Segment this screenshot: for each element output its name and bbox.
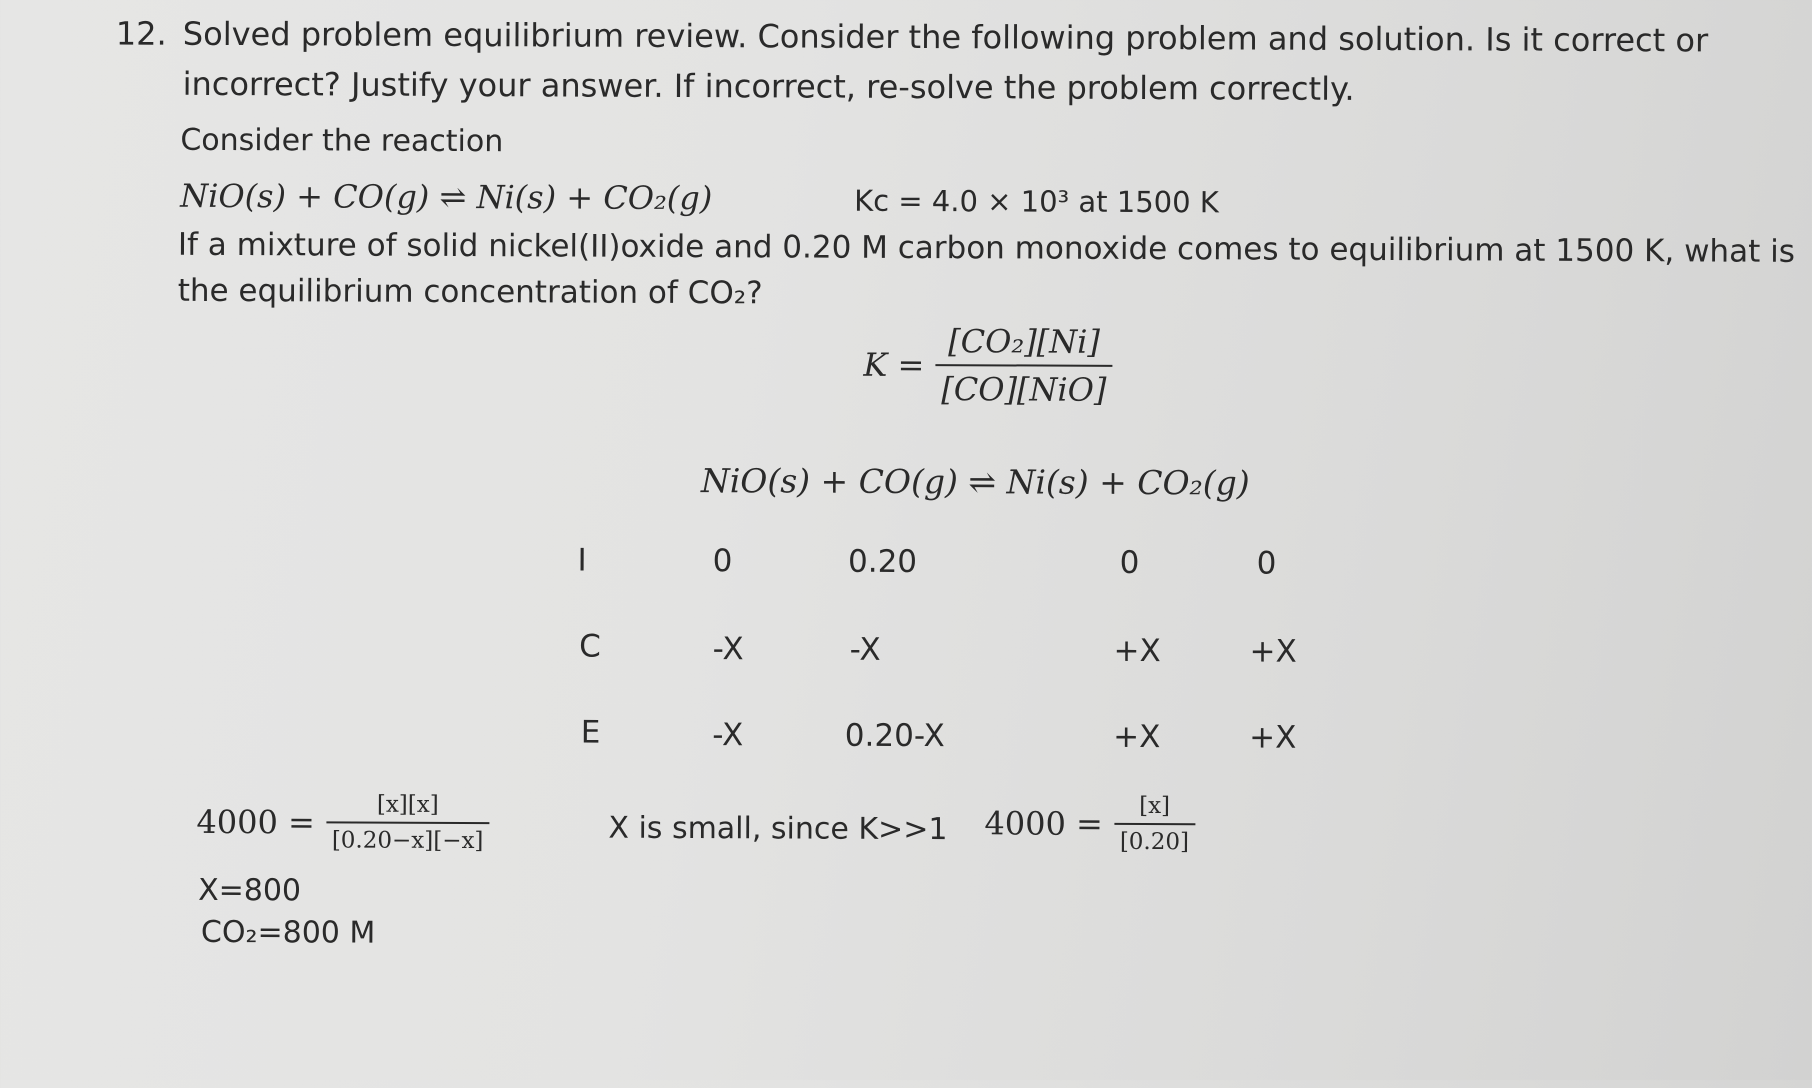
consider-label: Consider the reaction xyxy=(180,122,504,160)
ice-cell: -X xyxy=(849,631,881,668)
right-work-equation xyxy=(984,792,1195,855)
ice-cell: +X xyxy=(1249,719,1297,756)
reaction-equation: NiO(s) + CO(g) ⇌ Ni(s) + CO₂(g) xyxy=(180,176,713,218)
ice-cell: 0 xyxy=(1119,544,1140,581)
problem-heading-line1: Solved problem equilibrium review. Consider the following problem and solution. Is it correct or xyxy=(182,14,1709,60)
left-work-lhs: 4000 = xyxy=(196,802,315,842)
expression-numerator: [CO₂][Ni] xyxy=(948,322,1101,361)
question-line1: If a mixture of solid nickel(II)oxide and 0.20 M carbon monoxide comes to equilibrium at 1500 K, what is xyxy=(177,226,1795,270)
ice-cell: 0 xyxy=(1256,545,1277,582)
right-work-numerator: [x] xyxy=(1139,792,1171,820)
problem-heading-line2: incorrect? Justify your answer. If incorrect, re-solve the problem correctly. xyxy=(182,64,1355,108)
left-work-denominator: [0.20−x][−x] xyxy=(326,821,490,854)
ice-cell: -X xyxy=(712,631,744,668)
ice-cell: +X xyxy=(1249,633,1297,670)
expression-fraction xyxy=(935,322,1112,409)
kc-value: Kc = 4.0 × 10³ at 1500 K xyxy=(854,183,1219,220)
problem-number: 12. xyxy=(115,14,167,53)
right-work-denominator: [0.20] xyxy=(1114,823,1195,855)
equilibrium-expression xyxy=(863,322,1112,409)
left-work-co2-value: CO₂=800 M xyxy=(200,914,376,951)
left-work-numerator: [x][x] xyxy=(376,791,439,818)
right-work-lhs: 4000 = xyxy=(984,804,1103,843)
ice-cell: -X xyxy=(712,717,744,754)
question-line2: the equilibrium concentration of CO₂? xyxy=(177,272,763,312)
ice-row-label-change: C xyxy=(579,628,601,665)
ice-cell: 0.20-X xyxy=(844,717,945,755)
ice-cell: 0 xyxy=(712,543,733,580)
expression-lhs: K = xyxy=(863,345,925,385)
ice-reaction: NiO(s) + CO(g) ⇌ Ni(s) + CO₂(g) xyxy=(700,461,1250,503)
ice-cell: +X xyxy=(1113,718,1161,756)
expression-denominator: [CO][NiO] xyxy=(935,364,1112,409)
small-x-note: X is small, since K>>1 xyxy=(608,810,948,848)
left-work-equation xyxy=(196,791,489,854)
ice-row-label-equilibrium: E xyxy=(580,714,601,751)
ice-row-label-initial: I xyxy=(577,542,587,579)
ice-cell: 0.20 xyxy=(847,543,918,581)
left-work-fraction xyxy=(326,791,490,854)
right-work-fraction xyxy=(1114,793,1195,855)
left-work-x-value: X=800 xyxy=(198,872,302,909)
ice-cell: +X xyxy=(1113,632,1161,670)
